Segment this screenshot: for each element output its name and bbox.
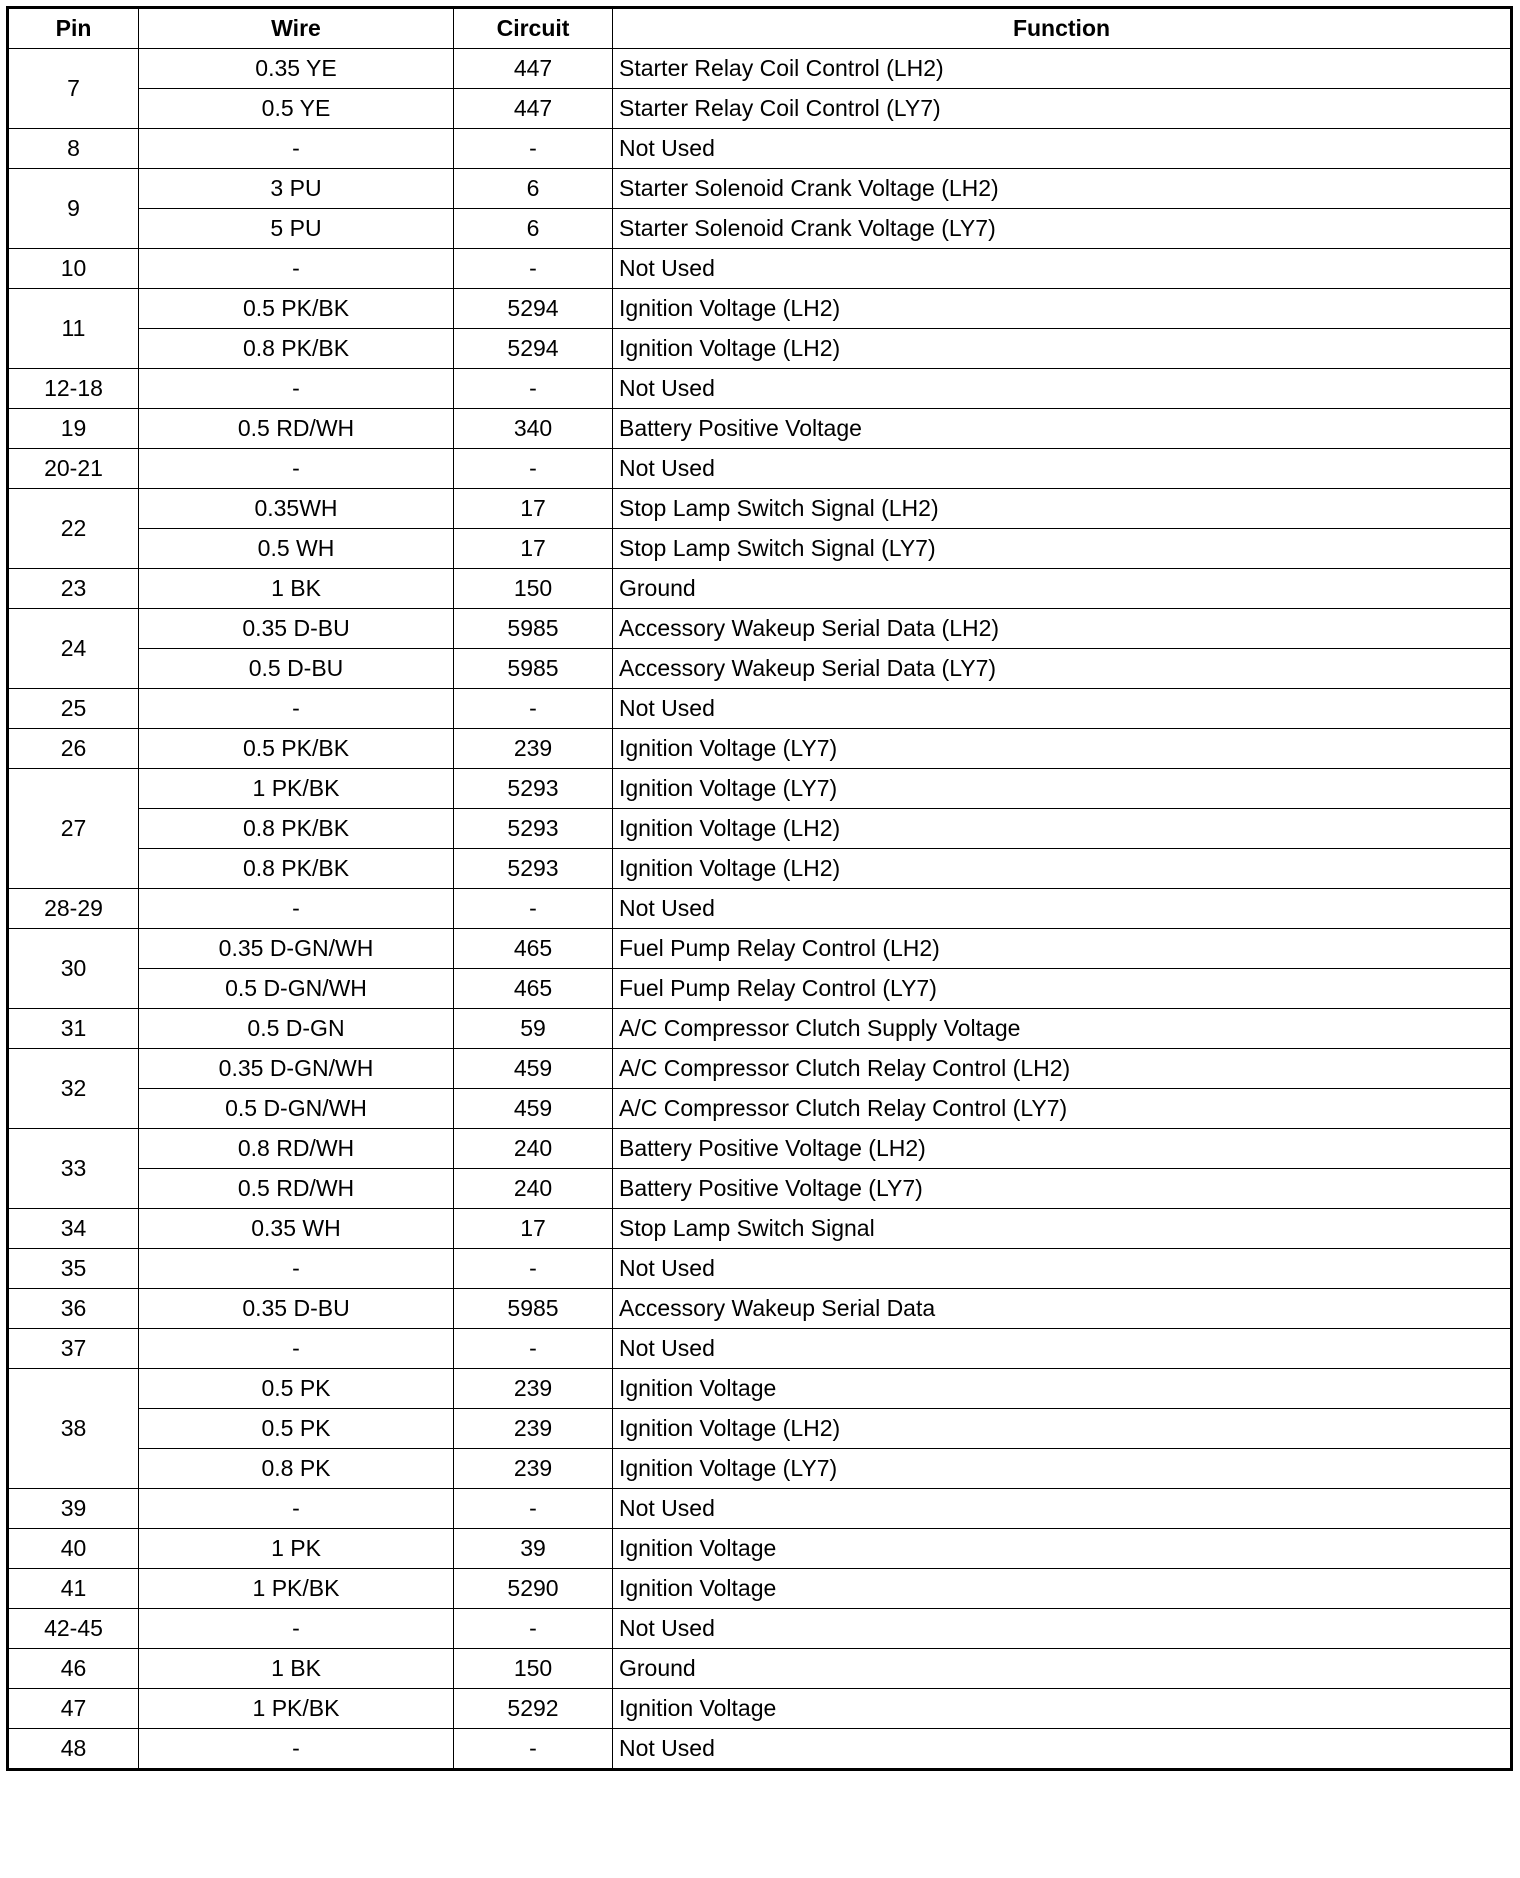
circuit-cell: 17 <box>454 1209 613 1249</box>
function-cell: Starter Solenoid Crank Voltage (LH2) <box>613 169 1512 209</box>
table-row <box>8 609 1512 649</box>
circuit-cell: 6 <box>454 209 613 249</box>
circuit-cell: 239 <box>454 729 613 769</box>
table-row <box>8 769 1512 809</box>
table-row <box>8 1169 1512 1209</box>
function-cell: Ignition Voltage (LH2) <box>613 809 1512 849</box>
pin-cell: 41 <box>8 1569 139 1609</box>
table-row <box>8 169 1512 209</box>
table-row <box>8 1049 1512 1089</box>
circuit-cell: - <box>454 129 613 169</box>
wire-cell: 0.5 D-GN <box>139 1009 454 1049</box>
wire-cell: 0.35 D-GN/WH <box>139 929 454 969</box>
table-row <box>8 1129 1512 1169</box>
circuit-cell: - <box>454 1489 613 1529</box>
circuit-cell: 239 <box>454 1449 613 1489</box>
wire-cell: 1 PK/BK <box>139 1569 454 1609</box>
function-cell: Accessory Wakeup Serial Data (LH2) <box>613 609 1512 649</box>
wire-cell: - <box>139 1249 454 1289</box>
wire-cell: 0.5 D-GN/WH <box>139 1089 454 1129</box>
circuit-cell: - <box>454 1609 613 1649</box>
function-cell: Accessory Wakeup Serial Data (LY7) <box>613 649 1512 689</box>
pin-cell: 38 <box>8 1369 139 1489</box>
wire-cell: 0.8 PK/BK <box>139 809 454 849</box>
function-cell: Fuel Pump Relay Control (LY7) <box>613 969 1512 1009</box>
function-cell: Ignition Voltage (LH2) <box>613 289 1512 329</box>
pin-cell: 39 <box>8 1489 139 1529</box>
table-row <box>8 929 1512 969</box>
wire-cell: 1 BK <box>139 1649 454 1689</box>
function-cell: Battery Positive Voltage (LH2) <box>613 1129 1512 1169</box>
circuit-cell: 150 <box>454 569 613 609</box>
function-cell: Not Used <box>613 1329 1512 1369</box>
pin-cell: 31 <box>8 1009 139 1049</box>
circuit-cell: 5294 <box>454 289 613 329</box>
wire-cell: - <box>139 1489 454 1529</box>
wire-cell: 0.5 YE <box>139 89 454 129</box>
table-row <box>8 1329 1512 1369</box>
table-row <box>8 1409 1512 1449</box>
table-row <box>8 249 1512 289</box>
table-row <box>8 689 1512 729</box>
pin-cell: 30 <box>8 929 139 1009</box>
function-cell: Ignition Voltage (LY7) <box>613 1449 1512 1489</box>
wire-cell: 0.5 D-BU <box>139 649 454 689</box>
pin-cell: 19 <box>8 409 139 449</box>
circuit-cell: 59 <box>454 1009 613 1049</box>
wire-cell: 0.5 PK/BK <box>139 289 454 329</box>
table-body <box>8 49 1512 1770</box>
circuit-cell: 6 <box>454 169 613 209</box>
header-function: Function <box>613 8 1512 49</box>
function-cell: Ignition Voltage <box>613 1369 1512 1409</box>
table-row <box>8 289 1512 329</box>
table-row <box>8 129 1512 169</box>
table-row <box>8 1289 1512 1329</box>
wire-cell: 0.5 WH <box>139 529 454 569</box>
circuit-cell: 447 <box>454 49 613 89</box>
pin-cell: 36 <box>8 1289 139 1329</box>
wire-cell: 0.5 PK <box>139 1409 454 1449</box>
circuit-cell: 240 <box>454 1169 613 1209</box>
circuit-cell: - <box>454 369 613 409</box>
circuit-cell: 465 <box>454 969 613 1009</box>
table-row <box>8 889 1512 929</box>
table-row <box>8 849 1512 889</box>
table-row <box>8 1449 1512 1489</box>
table-row <box>8 1009 1512 1049</box>
circuit-cell: 447 <box>454 89 613 129</box>
circuit-cell: 5985 <box>454 1289 613 1329</box>
function-cell: Accessory Wakeup Serial Data <box>613 1289 1512 1329</box>
header-pin: Pin <box>8 8 139 49</box>
pin-cell: 24 <box>8 609 139 689</box>
table-row <box>8 1089 1512 1129</box>
pin-cell: 7 <box>8 49 139 129</box>
pin-cell: 32 <box>8 1049 139 1129</box>
pin-cell: 46 <box>8 1649 139 1689</box>
wire-cell: 0.35 D-BU <box>139 1289 454 1329</box>
circuit-cell: 5290 <box>454 1569 613 1609</box>
wire-cell: 0.8 PK/BK <box>139 329 454 369</box>
pin-cell: 40 <box>8 1529 139 1569</box>
function-cell: Starter Relay Coil Control (LH2) <box>613 49 1512 89</box>
function-cell: Not Used <box>613 369 1512 409</box>
circuit-cell: - <box>454 689 613 729</box>
circuit-cell: 5294 <box>454 329 613 369</box>
function-cell: A/C Compressor Clutch Relay Control (LY7) <box>613 1089 1512 1129</box>
table-row <box>8 1209 1512 1249</box>
table-row <box>8 49 1512 89</box>
function-cell: Not Used <box>613 449 1512 489</box>
pin-cell: 23 <box>8 569 139 609</box>
function-cell: Fuel Pump Relay Control (LH2) <box>613 929 1512 969</box>
pin-cell: 35 <box>8 1249 139 1289</box>
pin-cell: 47 <box>8 1689 139 1729</box>
pin-cell: 27 <box>8 769 139 889</box>
pin-cell: 34 <box>8 1209 139 1249</box>
circuit-cell: 17 <box>454 529 613 569</box>
table-row <box>8 1689 1512 1729</box>
function-cell: Ignition Voltage (LY7) <box>613 729 1512 769</box>
function-cell: Ignition Voltage (LH2) <box>613 1409 1512 1449</box>
table-row <box>8 649 1512 689</box>
pin-cell: 11 <box>8 289 139 369</box>
table-row <box>8 569 1512 609</box>
table-row <box>8 729 1512 769</box>
pin-cell: 22 <box>8 489 139 569</box>
circuit-cell: 5985 <box>454 609 613 649</box>
wire-cell: - <box>139 689 454 729</box>
wire-cell: 1 BK <box>139 569 454 609</box>
wire-cell: 1 PK/BK <box>139 1689 454 1729</box>
table-row <box>8 1649 1512 1689</box>
function-cell: Ignition Voltage (LH2) <box>613 849 1512 889</box>
circuit-cell: 17 <box>454 489 613 529</box>
wire-cell: 0.5 D-GN/WH <box>139 969 454 1009</box>
pin-cell: 42-45 <box>8 1609 139 1649</box>
wire-cell: 0.5 RD/WH <box>139 409 454 449</box>
pin-cell: 37 <box>8 1329 139 1369</box>
table-row <box>8 1249 1512 1289</box>
function-cell: Battery Positive Voltage <box>613 409 1512 449</box>
circuit-cell: 5293 <box>454 769 613 809</box>
table-row <box>8 369 1512 409</box>
function-cell: Ignition Voltage (LY7) <box>613 769 1512 809</box>
table-row <box>8 1569 1512 1609</box>
wire-cell: 0.5 PK <box>139 1369 454 1409</box>
table-row <box>8 529 1512 569</box>
circuit-cell: 240 <box>454 1129 613 1169</box>
wire-cell: 1 PK <box>139 1529 454 1569</box>
table-row <box>8 809 1512 849</box>
wire-cell: 5 PU <box>139 209 454 249</box>
function-cell: Ignition Voltage (LH2) <box>613 329 1512 369</box>
function-cell: A/C Compressor Clutch Relay Control (LH2) <box>613 1049 1512 1089</box>
function-cell: Not Used <box>613 1729 1512 1770</box>
function-cell: A/C Compressor Clutch Supply Voltage <box>613 1009 1512 1049</box>
table-row <box>8 329 1512 369</box>
circuit-cell: 39 <box>454 1529 613 1569</box>
pin-cell: 28-29 <box>8 889 139 929</box>
header-row <box>8 8 1512 49</box>
wire-cell: - <box>139 1609 454 1649</box>
function-cell: Starter Relay Coil Control (LY7) <box>613 89 1512 129</box>
function-cell: Ignition Voltage <box>613 1689 1512 1729</box>
function-cell: Not Used <box>613 1249 1512 1289</box>
wire-cell: 0.35WH <box>139 489 454 529</box>
wire-cell: 0.5 RD/WH <box>139 1169 454 1209</box>
pin-cell: 8 <box>8 129 139 169</box>
circuit-cell: 340 <box>454 409 613 449</box>
function-cell: Stop Lamp Switch Signal (LH2) <box>613 489 1512 529</box>
circuit-cell: 150 <box>454 1649 613 1689</box>
pin-cell: 26 <box>8 729 139 769</box>
table-row <box>8 1489 1512 1529</box>
wire-cell: 0.5 PK/BK <box>139 729 454 769</box>
pin-cell: 48 <box>8 1729 139 1770</box>
header-circuit: Circuit <box>454 8 613 49</box>
pin-cell: 33 <box>8 1129 139 1209</box>
function-cell: Ignition Voltage <box>613 1529 1512 1569</box>
function-cell: Stop Lamp Switch Signal (LY7) <box>613 529 1512 569</box>
table-row <box>8 209 1512 249</box>
table-row <box>8 409 1512 449</box>
wire-cell: 0.8 PK <box>139 1449 454 1489</box>
wire-cell: 0.8 RD/WH <box>139 1129 454 1169</box>
circuit-cell: 459 <box>454 1049 613 1089</box>
wire-cell: - <box>139 129 454 169</box>
pin-cell: 20-21 <box>8 449 139 489</box>
wire-cell: - <box>139 249 454 289</box>
table-row <box>8 1369 1512 1409</box>
function-cell: Ground <box>613 1649 1512 1689</box>
function-cell: Ground <box>613 569 1512 609</box>
function-cell: Starter Solenoid Crank Voltage (LY7) <box>613 209 1512 249</box>
circuit-cell: 239 <box>454 1369 613 1409</box>
wire-cell: 0.35 D-GN/WH <box>139 1049 454 1089</box>
wire-cell: - <box>139 449 454 489</box>
function-cell: Not Used <box>613 689 1512 729</box>
circuit-cell: - <box>454 1729 613 1770</box>
pin-cell: 9 <box>8 169 139 249</box>
circuit-cell: 5292 <box>454 1689 613 1729</box>
function-cell: Not Used <box>613 1489 1512 1529</box>
circuit-cell: 5293 <box>454 809 613 849</box>
table-row <box>8 89 1512 129</box>
wire-cell: 0.35 YE <box>139 49 454 89</box>
function-cell: Not Used <box>613 889 1512 929</box>
wire-cell: - <box>139 1329 454 1369</box>
function-cell: Ignition Voltage <box>613 1569 1512 1609</box>
circuit-cell: 465 <box>454 929 613 969</box>
wire-cell: - <box>139 1729 454 1770</box>
wire-cell: 0.35 WH <box>139 1209 454 1249</box>
circuit-cell: 239 <box>454 1409 613 1449</box>
circuit-cell: - <box>454 889 613 929</box>
wire-cell: 3 PU <box>139 169 454 209</box>
circuit-cell: 5985 <box>454 649 613 689</box>
function-cell: Not Used <box>613 1609 1512 1649</box>
circuit-cell: - <box>454 1249 613 1289</box>
circuit-cell: - <box>454 449 613 489</box>
table-row <box>8 1609 1512 1649</box>
function-cell: Stop Lamp Switch Signal <box>613 1209 1512 1249</box>
table-row <box>8 1729 1512 1770</box>
pin-cell: 12-18 <box>8 369 139 409</box>
circuit-cell: 5293 <box>454 849 613 889</box>
table-row <box>8 449 1512 489</box>
header-wire: Wire <box>139 8 454 49</box>
wire-cell: - <box>139 369 454 409</box>
function-cell: Not Used <box>613 129 1512 169</box>
wire-cell: - <box>139 889 454 929</box>
circuit-cell: - <box>454 249 613 289</box>
table-row <box>8 489 1512 529</box>
circuit-cell: - <box>454 1329 613 1369</box>
table-row <box>8 969 1512 1009</box>
wire-cell: 0.8 PK/BK <box>139 849 454 889</box>
table-row <box>8 1529 1512 1569</box>
function-cell: Not Used <box>613 249 1512 289</box>
pin-cell: 10 <box>8 249 139 289</box>
pin-cell: 25 <box>8 689 139 729</box>
wire-cell: 1 PK/BK <box>139 769 454 809</box>
connector-pinout-table <box>6 6 1513 1771</box>
wire-cell: 0.35 D-BU <box>139 609 454 649</box>
circuit-cell: 459 <box>454 1089 613 1129</box>
function-cell: Battery Positive Voltage (LY7) <box>613 1169 1512 1209</box>
